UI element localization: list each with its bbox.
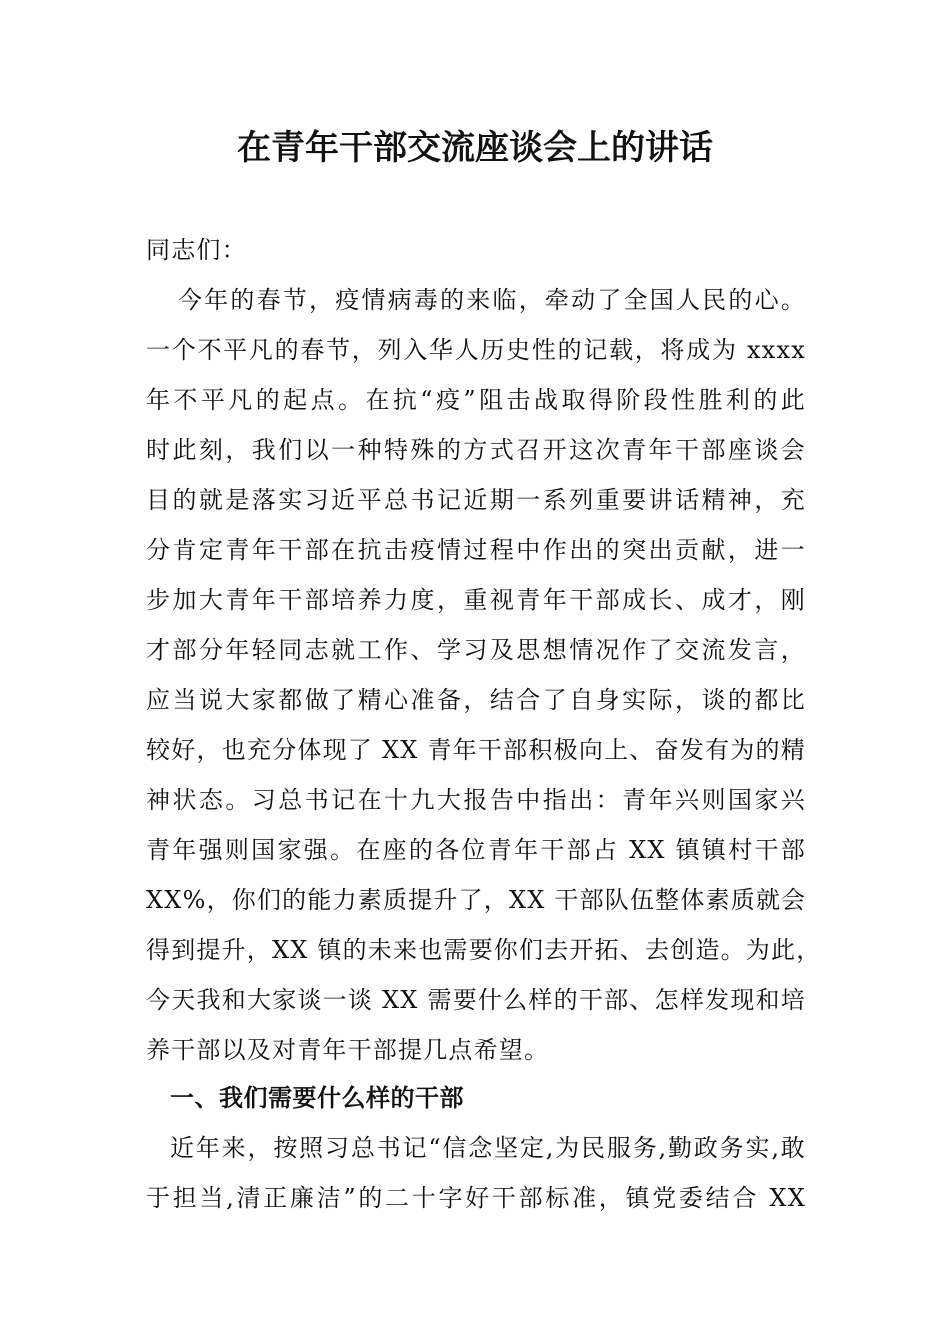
paragraph-line: 才部分年轻同志就工作、学习及思想情况作了交流发言，: [146, 636, 806, 664]
paragraph-line: 应当说大家都做了精心准备，结合了自身实际，谈的都比: [146, 686, 806, 714]
paragraph-line: 时此刻，我们以一种特殊的方式召开这次青年干部座谈会: [146, 436, 806, 464]
section-heading: 一、我们需要什么样的干部: [170, 1084, 464, 1112]
paragraph-line: 于担当,清正廉洁”的二十字好干部标准，镇党委结合 XX: [146, 1184, 806, 1212]
paragraph-line: 步加大青年干部培养力度，重视青年干部成长、成才，刚: [146, 586, 806, 614]
paragraph-line: 分肯定青年干部在抗击疫情过程中作出的突出贡献，进一: [146, 536, 806, 564]
paragraph-line: 今年的春节，疫情病毒的来临，牵动了全国人民的心。: [178, 286, 806, 314]
paragraph-line: 较好，也充分体现了 XX 青年干部积极向上、奋发有为的精: [146, 736, 806, 764]
paragraph-line: 目的就是落实习近平总书记近期一系列重要讲话精神，充: [146, 486, 806, 514]
paragraph-line: XX%，你们的能力素质提升了，XX 干部队伍整体素质就会: [146, 886, 807, 914]
paragraph-line: 青年强则国家强。在座的各位青年干部占 XX 镇镇村干部: [146, 836, 806, 864]
paragraph-line: 得到提升，XX 镇的未来也需要你们去开拓、去创造。为此，: [146, 936, 822, 964]
paragraph-line: 今天我和大家谈一谈 XX 需要什么样的干部、怎样发现和培: [146, 986, 806, 1014]
paragraph-line: 近年来，按照习总书记“信念坚定,为民服务,勤政务实,敢: [170, 1134, 806, 1162]
paragraph-line: 一个不平凡的春节，列入华人历史性的记载，将成为 xxxx: [146, 336, 806, 364]
paragraph-line: 年不平凡的起点。在抗“疫”阻击战取得阶段性胜利的此: [146, 386, 806, 414]
paragraph-line: 神状态。习总书记在十九大报告中指出：青年兴则国家兴: [146, 786, 806, 814]
salutation: 同志们：: [146, 236, 247, 264]
document-title: 在青年干部交流座谈会上的讲话: [237, 128, 713, 168]
paragraph-line: 养干部以及对青年干部提几点希望。: [146, 1036, 550, 1064]
